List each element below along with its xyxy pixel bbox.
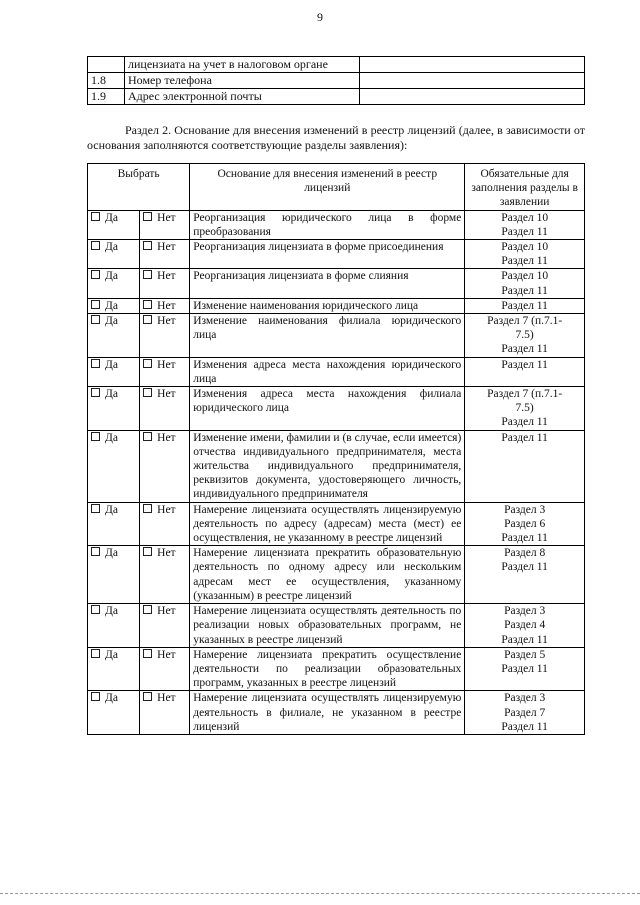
table-row bbox=[88, 430, 585, 502]
no-label: Нет bbox=[157, 605, 176, 618]
yes-label: Да bbox=[105, 315, 118, 328]
yes-label: Да bbox=[105, 605, 118, 618]
basis-text: Реорганизация лицензиата в форме слияния bbox=[190, 269, 465, 298]
table-row bbox=[88, 240, 585, 269]
no-checkbox[interactable] bbox=[143, 504, 152, 513]
required-sections-cell bbox=[465, 210, 585, 239]
no-cell bbox=[140, 210, 190, 239]
required-section: Раздел 11 bbox=[501, 358, 548, 371]
basis-text: Реорганизация юридического лица в форме преобразования bbox=[190, 210, 465, 239]
yes-label: Да bbox=[105, 503, 118, 516]
required-section: Раздел 3 bbox=[504, 605, 546, 618]
yes-checkbox[interactable] bbox=[91, 241, 100, 250]
yes-checkbox[interactable] bbox=[91, 504, 100, 513]
no-label: Нет bbox=[157, 388, 176, 401]
yes-cell bbox=[88, 314, 140, 358]
table-row bbox=[88, 314, 585, 358]
required-section: Раздел 11 bbox=[501, 343, 548, 356]
required-section: Раздел 3 bbox=[504, 503, 546, 516]
yes-label: Да bbox=[105, 211, 118, 224]
required-section: 7.5) bbox=[515, 402, 534, 415]
required-section: Раздел 7 (п.7.1- bbox=[487, 388, 563, 401]
yes-cell bbox=[88, 430, 140, 502]
no-label: Нет bbox=[157, 299, 176, 312]
yes-checkbox[interactable] bbox=[91, 270, 100, 279]
yes-checkbox[interactable] bbox=[91, 388, 100, 397]
basis-text: Намерение лицензиата осуществлять деятельность по реализации новых образовательных программ, не указанных в реестре лицензий bbox=[190, 604, 465, 648]
no-checkbox[interactable] bbox=[143, 359, 152, 368]
required-section: Раздел 8 bbox=[504, 547, 546, 560]
section-2-intro: Раздел 2. Основание для внесения изменений в реестр лицензий (далее, в зависимости от основания заполняются соответствующие разделы заявления): bbox=[87, 123, 585, 152]
info-row-number: 1.9 bbox=[88, 89, 125, 105]
info-row-value-field[interactable] bbox=[360, 73, 585, 89]
no-label: Нет bbox=[157, 648, 176, 661]
yes-cell bbox=[88, 387, 140, 431]
no-checkbox[interactable] bbox=[143, 605, 152, 614]
required-sections-cell bbox=[465, 430, 585, 502]
info-row bbox=[88, 89, 585, 105]
table-row bbox=[88, 647, 585, 691]
yes-checkbox[interactable] bbox=[91, 432, 100, 441]
yes-label: Да bbox=[105, 692, 118, 705]
required-section: Раздел 11 bbox=[501, 431, 548, 444]
no-label: Нет bbox=[157, 547, 176, 560]
no-label: Нет bbox=[157, 358, 176, 371]
required-sections-cell bbox=[465, 691, 585, 735]
required-section: Раздел 7 (п.7.1- bbox=[487, 315, 563, 328]
no-label: Нет bbox=[157, 270, 176, 283]
required-section: Раздел 11 bbox=[501, 633, 548, 646]
required-section: Раздел 11 bbox=[501, 662, 548, 675]
basis-text: Намерение лицензиата прекратить образовательную деятельность по одному адресу или нескольким адресам мест ее осуществления, указанному (указанным) в реестре лицензий bbox=[190, 546, 465, 604]
yes-cell bbox=[88, 210, 140, 239]
yes-label: Да bbox=[105, 648, 118, 661]
required-section: Раздел 11 bbox=[501, 284, 548, 297]
required-section: Раздел 11 bbox=[501, 561, 548, 574]
required-sections-cell bbox=[465, 269, 585, 298]
info-row-number bbox=[88, 57, 125, 73]
required-sections-cell bbox=[465, 647, 585, 691]
required-sections-cell bbox=[465, 240, 585, 269]
no-cell bbox=[140, 298, 190, 313]
table-row bbox=[88, 210, 585, 239]
required-sections-cell bbox=[465, 357, 585, 386]
no-cell bbox=[140, 430, 190, 502]
yes-label: Да bbox=[105, 241, 118, 254]
info-row-value-field[interactable] bbox=[360, 89, 585, 105]
required-section: Раздел 4 bbox=[504, 619, 546, 632]
required-section: Раздел 3 bbox=[504, 692, 546, 705]
info-row-label: Адрес электронной почты bbox=[125, 89, 360, 105]
required-section: Раздел 10 bbox=[501, 211, 549, 224]
required-sections-cell bbox=[465, 314, 585, 358]
no-checkbox[interactable] bbox=[143, 212, 152, 221]
required-sections-cell bbox=[465, 546, 585, 604]
no-checkbox[interactable] bbox=[143, 547, 152, 556]
yes-cell bbox=[88, 604, 140, 648]
yes-cell bbox=[88, 240, 140, 269]
required-section: Раздел 10 bbox=[501, 270, 549, 283]
table-row bbox=[88, 691, 585, 735]
table-row bbox=[88, 546, 585, 604]
required-section: Раздел 11 bbox=[501, 416, 548, 429]
table-row bbox=[88, 502, 585, 546]
table-row bbox=[88, 604, 585, 648]
basis-text: Изменение имени, фамилии и (в случае, если имеется) отчества индивидуального предпринимателя, места жительства индивидуального предпринимателя, реквизитов документа, удостоверяющего личность, индивидуального предпринимателя bbox=[190, 430, 465, 502]
info-row bbox=[88, 73, 585, 89]
info-row-label: Номер телефона bbox=[125, 73, 360, 89]
required-sections-cell bbox=[465, 298, 585, 313]
no-cell bbox=[140, 604, 190, 648]
yes-cell bbox=[88, 691, 140, 735]
required-section: Раздел 7 bbox=[504, 706, 546, 719]
required-section: Раздел 5 bbox=[504, 648, 546, 661]
table-row bbox=[88, 387, 585, 431]
no-checkbox[interactable] bbox=[143, 649, 152, 658]
basis-text: Реорганизация лицензиата в форме присоединения bbox=[190, 240, 465, 269]
no-checkbox[interactable] bbox=[143, 300, 152, 309]
required-section: Раздел 11 bbox=[501, 532, 548, 545]
required-sections-cell bbox=[465, 604, 585, 648]
page-bottom-rule bbox=[0, 893, 640, 894]
table-header-row bbox=[88, 164, 585, 211]
no-cell bbox=[140, 240, 190, 269]
required-section: Раздел 11 bbox=[501, 299, 548, 312]
no-cell bbox=[140, 269, 190, 298]
yes-cell bbox=[88, 546, 140, 604]
no-label: Нет bbox=[157, 431, 176, 444]
no-cell bbox=[140, 502, 190, 546]
no-checkbox[interactable] bbox=[143, 270, 152, 279]
yes-label: Да bbox=[105, 431, 118, 444]
yes-checkbox[interactable] bbox=[91, 649, 100, 658]
yes-checkbox[interactable] bbox=[91, 300, 100, 309]
header-select: Выбрать bbox=[88, 164, 190, 211]
yes-label: Да bbox=[105, 299, 118, 312]
yes-cell bbox=[88, 502, 140, 546]
yes-label: Да bbox=[105, 388, 118, 401]
page-number: 9 bbox=[317, 10, 323, 24]
basis-text: Намерение лицензиата осуществлять лицензируемую деятельность в филиале, не указанном в реестре лицензий bbox=[190, 691, 465, 735]
info-row bbox=[88, 57, 585, 73]
no-label: Нет bbox=[157, 241, 176, 254]
no-label: Нет bbox=[157, 503, 176, 516]
header-required-sections: Обязательные для заполнения разделы в заявлении bbox=[465, 164, 585, 211]
basis-text: Изменение наименования юридического лица bbox=[190, 298, 465, 313]
no-label: Нет bbox=[157, 211, 176, 224]
info-row-number: 1.8 bbox=[88, 73, 125, 89]
required-section: Раздел 11 bbox=[501, 225, 548, 238]
required-sections-cell bbox=[465, 502, 585, 546]
header-basis: Основание для внесения изменений в реестр лицензий bbox=[190, 164, 465, 211]
yes-cell bbox=[88, 357, 140, 386]
table-row bbox=[88, 269, 585, 298]
yes-label: Да bbox=[105, 547, 118, 560]
yes-checkbox[interactable] bbox=[91, 547, 100, 556]
required-section: Раздел 10 bbox=[501, 241, 549, 254]
yes-cell bbox=[88, 647, 140, 691]
table-row bbox=[88, 357, 585, 386]
no-cell bbox=[140, 691, 190, 735]
yes-checkbox[interactable] bbox=[91, 315, 100, 324]
no-cell bbox=[140, 314, 190, 358]
required-section: Раздел 11 bbox=[501, 720, 548, 733]
no-label: Нет bbox=[157, 315, 176, 328]
required-section: Раздел 6 bbox=[504, 517, 546, 530]
no-cell bbox=[140, 647, 190, 691]
yes-checkbox[interactable] bbox=[91, 692, 100, 701]
applicant-info-table bbox=[87, 56, 585, 105]
no-checkbox[interactable] bbox=[143, 315, 152, 324]
info-row-value-field[interactable] bbox=[360, 57, 585, 73]
basis-text: Намерение лицензиата прекратить осуществление деятельности по реализации образовательных программ, указанных в реестре лицензий bbox=[190, 647, 465, 691]
info-row-label: лицензиата на учет в налоговом органе bbox=[125, 57, 360, 73]
table-row bbox=[88, 298, 585, 313]
no-cell bbox=[140, 357, 190, 386]
basis-text: Намерение лицензиата осуществлять лицензируемую деятельность по адресу (адресам) места (мест) ее осуществления, не указанному в реестре лицензий bbox=[190, 502, 465, 546]
change-basis-table bbox=[87, 163, 585, 735]
yes-cell bbox=[88, 298, 140, 313]
no-label: Нет bbox=[157, 692, 176, 705]
basis-text: Изменения адреса места нахождения филиала юридического лица bbox=[190, 387, 465, 431]
basis-text: Изменения адреса места нахождения юридического лица bbox=[190, 357, 465, 386]
no-checkbox[interactable] bbox=[143, 692, 152, 701]
yes-label: Да bbox=[105, 270, 118, 283]
no-cell bbox=[140, 387, 190, 431]
required-sections-cell bbox=[465, 387, 585, 431]
yes-label: Да bbox=[105, 358, 118, 371]
no-checkbox[interactable] bbox=[143, 432, 152, 441]
no-checkbox[interactable] bbox=[143, 388, 152, 397]
no-cell bbox=[140, 546, 190, 604]
no-checkbox[interactable] bbox=[143, 241, 152, 250]
yes-checkbox[interactable] bbox=[91, 605, 100, 614]
required-section: 7.5) bbox=[515, 329, 534, 342]
required-section: Раздел 11 bbox=[501, 255, 548, 268]
basis-text: Изменение наименования филиала юридического лица bbox=[190, 314, 465, 358]
yes-checkbox[interactable] bbox=[91, 359, 100, 368]
yes-checkbox[interactable] bbox=[91, 212, 100, 221]
yes-cell bbox=[88, 269, 140, 298]
